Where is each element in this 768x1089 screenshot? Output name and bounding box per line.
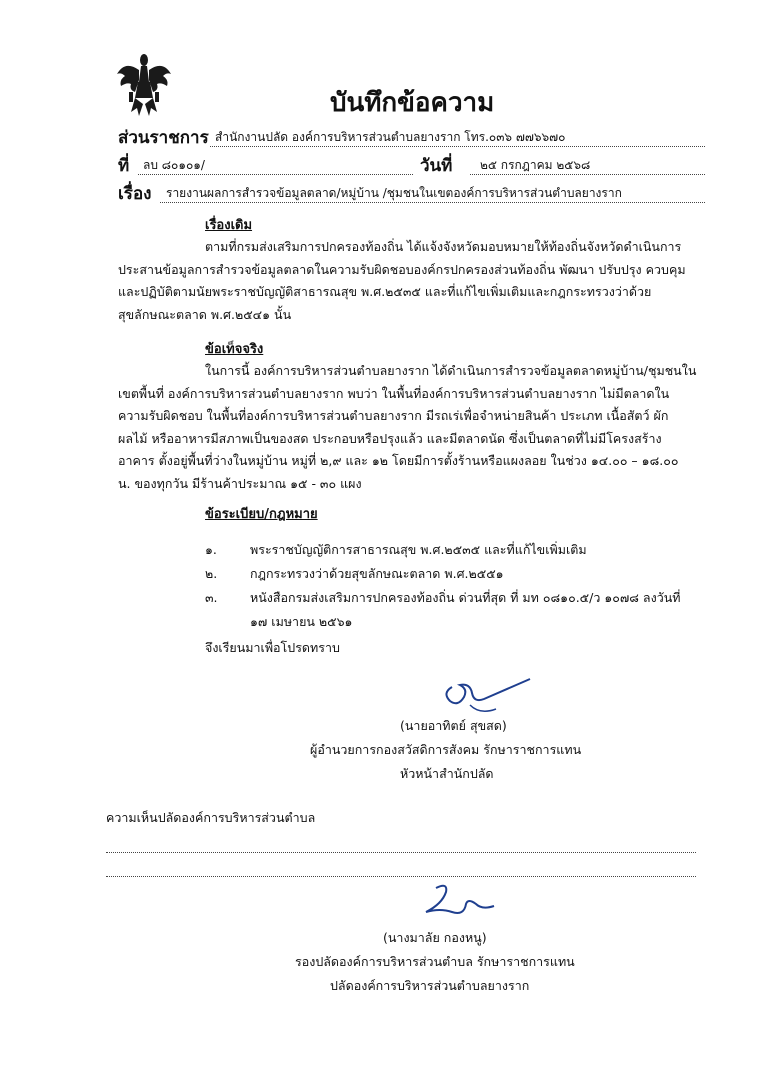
regulation-num: ๑.	[205, 542, 217, 557]
facts-line: เขตพื้นที่ องค์การบริหารส่วนตำบลยางราก พบว่า ในพื้นที่องค์การบริหารส่วนตำบลยางราก ไม่มีตลาดใน	[118, 385, 670, 401]
date-label: วันที่	[420, 156, 453, 176]
ref-value: ลบ ๘๐๑๐๑/	[143, 158, 205, 172]
regulation-num: ๒.	[205, 566, 218, 581]
closing-line: จึงเรียนมาเพื่อโปรดทราบ	[205, 640, 340, 655]
signer2-name: (นางมาลัย กองหนู)	[383, 930, 487, 945]
facts-line: น. ของทุกวัน มีร้านค้าประมาณ ๑๕ - ๓๐ แผง	[118, 475, 362, 491]
background-line: ประสานข้อมูลการสำรวจข้อมูลตลาดในความรับผิดชอบองค์กรปกครองส่วนท้องถิ่น พัฒนา ปรับปรุง ควบคุม	[118, 261, 686, 277]
date-underline	[470, 174, 705, 175]
ref-underline	[138, 174, 413, 175]
opinion-line-1	[106, 852, 696, 853]
ref-label: ที่	[118, 156, 130, 176]
background-line: ตามที่กรมส่งเสริมการปกครองท้องถิ่น ได้แจ้งจังหวัดมอบหมายให้ท้องถิ่นจังหวัดดำเนินการ	[205, 239, 682, 254]
agency-underline	[210, 146, 705, 147]
background-line: และปฏิบัติตามนัยพระราชบัญญัติสาธารณสุข พ.ศ.๒๕๓๕ และที่แก้ไขเพิ่มเติมและกฎกระทรวงว่าด้วย	[118, 284, 652, 299]
facts-line: ผลไม้ หรืออาหารมีสภาพเป็นของสด ประกอบหรือปรุงแล้ว และมีตลาดนัด ซึ่งเป็นตลาดที่ไม่มีโครงสร้าง	[118, 430, 662, 446]
signer2-position: รองปลัดองค์การบริหารส่วนตำบล รักษาราชการแทน	[295, 954, 575, 969]
background-paragraph	[118, 236, 703, 326]
regulation-text: พระราชบัญญัติการสาธารณสุข พ.ศ.๒๕๓๕ และที่แก้ไขเพิ่มเติม	[250, 542, 587, 557]
regulation-num: ๓.	[205, 590, 218, 605]
agency-label: ส่วนราชการ	[118, 128, 209, 148]
opinion-label: ความเห็นปลัดองค์การบริหารส่วนตำบล	[106, 810, 316, 825]
background-line: สุขลักษณะตลาด พ.ศ.๒๕๔๑ นั้น	[118, 306, 292, 322]
signer1-position2: หัวหน้าสำนักปลัด	[400, 766, 494, 781]
facts-paragraph	[118, 360, 703, 495]
signer1-name: (นายอาทิตย์ สุขสด)	[400, 718, 507, 733]
signer1-position: ผู้อำนวยการกองสวัสดิการสังคม รักษาราชการแทน	[310, 742, 582, 757]
signer2-position2: ปลัดองค์การบริหารส่วนตำบลยางราก	[330, 978, 530, 993]
subject-label: เรื่อง	[118, 184, 152, 204]
opinion-line-2	[106, 876, 696, 877]
regulations-heading: ข้อระเบียบ/กฎหมาย	[205, 507, 318, 522]
regulation-text: หนังสือกรมส่งเสริมการปกครองท้องถิ่น ด่วนที่สุด ที่ มท ๐๘๑๐.๕/ว ๑๐๗๘ ลงวันที่	[250, 590, 681, 605]
regulation-text-cont: ๑๗ เมษายน ๒๕๖๑	[250, 614, 353, 629]
facts-heading: ข้อเท็จจริง	[205, 342, 264, 357]
facts-line: ในการนี้ องค์การบริหารส่วนตำบลยางราก ได้ดำเนินการสำรวจข้อมูลตลาดหมู่บ้าน/ชุมชนใน	[205, 363, 697, 378]
facts-line: อาคาร ตั้งอยู่พื้นที่ว่างในหมู่บ้าน หมู่ที่ ๒,๙ และ ๑๒ โดยมีการตั้งร้านหรือแผงลอย ในช่วง ๑๔.๐๐ – ๑๘.๐๐	[118, 453, 679, 468]
subject-underline	[160, 202, 705, 203]
signature-2	[418, 880, 498, 920]
date-value: ๒๕ กรกฎาคม ๒๕๖๘	[480, 158, 591, 172]
signature-1	[440, 675, 540, 720]
facts-line: ความรับผิดชอบ ในพื้นที่องค์การบริหารส่วนตำบลยางราก มีรถเร่เพื่อจำหน่ายสินค้า ประเภท เนื้อสัตว์ ผัก	[118, 408, 669, 423]
subject-value: รายงานผลการสำรวจข้อมูลตลาด/หมู่บ้าน /ชุมชนในเขตองค์การบริหารส่วนตำบลยางราก	[166, 186, 622, 200]
background-heading: เรื่องเดิม	[205, 218, 253, 233]
regulation-text: กฎกระทรวงว่าด้วยสุขลักษณะตลาด พ.ศ.๒๕๕๑	[250, 566, 504, 581]
garuda-emblem	[115, 52, 173, 118]
memo-title: บันทึกข้อความ	[330, 88, 495, 118]
agency-value: สำนักงานปลัด องค์การบริหารส่วนตำบลยางราก โทร.๐๓๖ ๗๗๖๖๗๐	[215, 130, 566, 144]
